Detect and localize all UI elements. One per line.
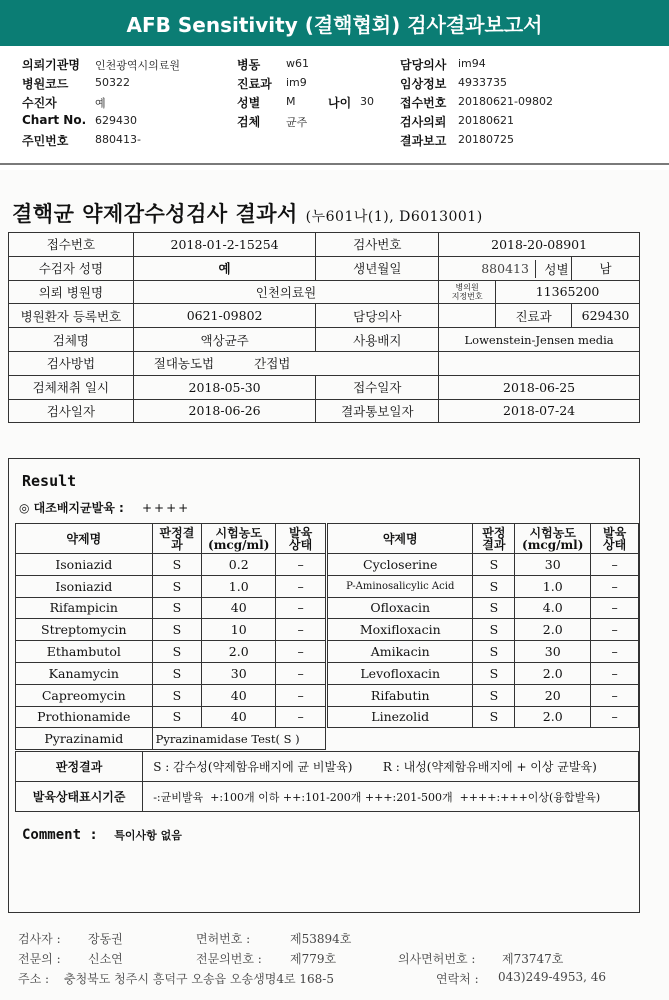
info-row [0,94,669,111]
scanned-report [0,170,669,1000]
growth-status: – [591,619,639,641]
footer-label: 면허번호 : [196,932,251,946]
test-concentration: 2.0 [515,619,591,641]
control-growth-label: ◎ 대조배지균발육 : [19,501,124,515]
hospital-code-label [439,280,496,304]
field-value [439,304,496,328]
footer-label: 연락처 : [436,972,479,986]
table-row [9,399,640,423]
legend-label: 발육상태표시기준 [16,782,143,812]
empty-cell [439,351,640,375]
comment-text: 특이사항 없음 [114,829,182,842]
info-row [0,56,669,73]
field-label: 담당의사 [316,304,439,328]
table-row [16,752,639,782]
field-value: 11365200 [496,280,640,304]
info-label: 의뢰기관명 [22,58,80,72]
footer-label: 주소 : [18,972,50,986]
field-label: 병의원 [455,282,479,292]
susceptibility-table-left [15,523,326,750]
field-value: 2018-06-25 [439,375,640,399]
table-row [16,597,326,619]
info-label: Chart No. [22,113,87,127]
field-label: 지정번호 [451,291,483,301]
drug-name: Capreomycin [16,684,153,706]
field-value: 남 [599,261,612,277]
table-row [328,597,639,619]
drug-name: Rifampicin [16,597,153,619]
test-concentration: 0.2 [202,554,276,576]
info-row [0,113,669,130]
table-row [16,684,326,706]
drug-name: Amikacin [328,641,473,663]
field-label: 병원환자 등록번호 [9,304,134,328]
legend-table [15,751,639,812]
info-label: 임상정보 [400,77,447,91]
footer-value: 043)249-4953, 46 [498,970,606,984]
growth-status: – [591,662,639,684]
drug-name: Isoniazid [16,575,153,597]
drug-name: Ethambutol [16,641,153,663]
comment [22,827,182,843]
test-concentration: 2.0 [515,706,591,728]
column-header: 약제명 [328,524,473,554]
judgement: S [152,597,202,619]
growth-status: – [591,684,639,706]
field-label: 결과통보일자 [316,399,439,423]
growth-status: – [276,575,326,597]
control-growth [19,499,190,516]
growth-status: – [276,597,326,619]
info-value: 20180621-09802 [458,95,553,108]
field-label: 검체채취 일시 [9,375,134,399]
request-info-block [0,52,669,164]
column-header: 발육상태 [276,524,326,554]
table-row [16,575,326,597]
drug-name: P-Aminosalicylic Acid [328,575,473,597]
info-label: 담당의사 [400,58,447,72]
legend-label: 판정결과 [16,752,143,782]
pza-test-result: Pyrazinamidase Test( S ) [152,728,325,750]
table-row [9,304,640,328]
table-row [328,662,639,684]
column-header: 약제명 [16,524,153,554]
test-concentration: 1.0 [515,575,591,597]
field-label: 사용배지 [316,328,439,352]
drug-name: Cycloserine [328,554,473,576]
field-value: 2018-06-26 [133,399,316,423]
drug-name: Levofloxacin [328,662,473,684]
test-concentration: 40 [202,684,276,706]
growth-status: – [276,662,326,684]
drug-name: Moxifloxacin [328,619,473,641]
judgement: S [152,662,202,684]
table-row [16,782,639,812]
field-value: 절대농도법 [153,356,215,372]
judgement: S [473,619,515,641]
test-concentration: 10 [202,619,276,641]
info-value: 30 [360,95,374,108]
drug-name: Prothionamide [16,706,153,728]
field-value: 예 [133,256,316,280]
info-value: 4933735 [458,76,507,89]
sex-cell [544,256,640,280]
table-row [328,684,639,706]
info-value: 880413- [95,133,141,146]
field-value: 2018-01-2-15254 [133,233,316,257]
footer-value: 충청북도 청주시 흥덕구 오송읍 오송생명4로 168-5 [64,972,334,986]
judgement: S [152,554,202,576]
report-header-bar [0,0,669,46]
footer-label: 검사자 : [18,932,61,946]
drug-name: Ofloxacin [328,597,473,619]
field-label: 접수일자 [316,375,439,399]
info-label: 나이 [328,96,352,110]
judgement: S [152,684,202,706]
test-concentration: 4.0 [515,597,591,619]
column-header: 발육상태 [591,524,639,554]
info-value: 629430 [95,114,137,127]
field-label: 진료과 [496,304,572,328]
info-label: 검사의뢰 [400,115,447,129]
legend-text: -:균비발육 +:100개 이하 ++:101-200개 +++:201-500개 ++++:+++이상(융합발육) [143,782,639,812]
table-row [9,280,640,304]
report-title-code: (누601나(1), D6013001) [305,209,483,225]
field-value: Lowenstein-Jensen media [439,328,640,352]
growth-status: – [591,597,639,619]
drug-rows [16,554,326,728]
drug-name: Rifabutin [328,684,473,706]
table-row [9,233,640,257]
growth-status: – [591,554,639,576]
growth-status: – [276,706,326,728]
drug-name: Kanamycin [16,662,153,684]
footer-value: 제779호 [290,952,337,966]
table-row [16,662,326,684]
info-value: M [286,95,296,108]
comment-label: Comment : [22,827,98,843]
legend-text: S : 감수성(약제함유배지에 균 비발육) R : 내성(약제함유배지에 + 이상 균발육) [143,752,639,782]
info-value: im9 [286,76,307,89]
growth-status: – [276,554,326,576]
field-label: 검사방법 [9,351,134,375]
drug-name: Linezolid [328,706,473,728]
field-label: 생년월일 [316,256,439,280]
drug-name: Streptomycin [16,619,153,641]
footer-label: 전문의번호 : [196,952,262,966]
field-label: 검사번호 [316,233,439,257]
field-value: 2018-05-30 [133,375,316,399]
table-row [328,641,639,663]
table-row [16,619,326,641]
field-value: 간접법 [254,356,291,372]
info-label: 수진자 [22,96,57,110]
drug-name: Pyrazinamid [16,728,153,750]
info-label: 성별 [237,96,261,110]
susceptibility-table-right [327,523,639,728]
judgement: S [473,706,515,728]
test-concentration: 2.0 [202,641,276,663]
growth-status: – [591,706,639,728]
test-concentration: 40 [202,706,276,728]
info-value: 20180725 [458,133,514,146]
field-label: 성별 [535,260,571,278]
field-value: 0621-09802 [133,304,316,328]
growth-status: – [276,684,326,706]
field-value: 880413 [439,256,572,280]
table-row [9,375,640,399]
test-concentration: 2.0 [515,662,591,684]
judgement: S [473,684,515,706]
method-cell [133,351,438,375]
info-label: 검체 [237,115,261,129]
test-concentration: 40 [202,597,276,619]
footer-value: 장동권 [88,932,123,946]
field-label: 의뢰 병원명 [9,280,134,304]
footer-value: 제53894호 [290,932,352,946]
judgement: S [152,575,202,597]
judgement: S [152,706,202,728]
table-row [9,256,640,280]
table-row [328,554,639,576]
info-value: 균주 [286,116,308,129]
table-row [16,706,326,728]
field-label: 검체명 [9,328,134,352]
column-header: 판정결과 [152,524,202,554]
patient-info-table [8,232,640,423]
growth-status: – [591,641,639,663]
footer-value: 신소연 [88,952,123,966]
test-concentration: 30 [515,641,591,663]
info-label: 병동 [237,58,261,72]
info-value: 20180621 [458,114,514,127]
field-label: 검사일자 [9,399,134,423]
section-divider [0,163,669,165]
field-label: 접수번호 [9,233,134,257]
info-value: 예 [95,97,106,110]
field-label: 수검자 성명 [9,256,134,280]
footer-label: 의사면허번호 : [398,952,476,966]
table-header-row [328,524,639,554]
report-header-title: AFB Sensitivity (결핵협회) 검사결과보고서 [126,12,543,37]
growth-status: – [276,641,326,663]
column-header: 판정결과 [473,524,515,554]
table-row [328,575,639,597]
info-label: 주민번호 [22,134,69,148]
table-row [328,706,639,728]
judgement: S [152,641,202,663]
info-label: 진료과 [237,77,272,91]
field-value: 2018-07-24 [439,399,640,423]
judgement: S [473,554,515,576]
table-row [328,619,639,641]
judgement: S [152,619,202,641]
footer-label: 전문의 : [18,952,61,966]
info-label: 결과보고 [400,134,447,148]
report-title [12,198,483,228]
test-concentration: 20 [515,684,591,706]
test-concentration: 30 [515,554,591,576]
table-row [16,554,326,576]
growth-status: – [591,575,639,597]
field-value: 629430 [572,304,640,328]
table-row [16,641,326,663]
info-value: 50322 [95,76,130,89]
info-label: 병원코드 [22,77,69,91]
info-value: im94 [458,57,486,70]
judgement: S [473,597,515,619]
growth-status: – [276,619,326,641]
column-header: 시험농도(mcg/ml) [515,524,591,554]
footer-value: 제73747호 [502,952,564,966]
table-row [9,328,640,352]
field-value: 2018-20-08901 [439,233,640,257]
info-label: 접수번호 [400,96,447,110]
test-concentration: 1.0 [202,575,276,597]
info-value: 인천광역시의료원 [95,59,181,72]
report-title-text: 결핵균 약제감수성검사 결과서 [12,201,298,226]
field-value: 액상균주 [133,328,316,352]
table-header-row [16,524,326,554]
judgement: S [473,575,515,597]
drug-name: Isoniazid [16,554,153,576]
judgement: S [473,641,515,663]
column-header: 시험농도(mcg/ml) [202,524,276,554]
info-row [0,75,669,92]
info-value: w61 [286,57,309,70]
drug-rows [328,554,639,728]
table-row [16,728,326,750]
field-value: 인천의료원 [133,280,438,304]
result-box [8,458,640,913]
test-concentration: 30 [202,662,276,684]
info-row [0,132,669,149]
result-title: Result [22,472,77,490]
judgement: S [473,662,515,684]
control-growth-value: ++++ [141,501,191,515]
table-row [9,351,640,375]
